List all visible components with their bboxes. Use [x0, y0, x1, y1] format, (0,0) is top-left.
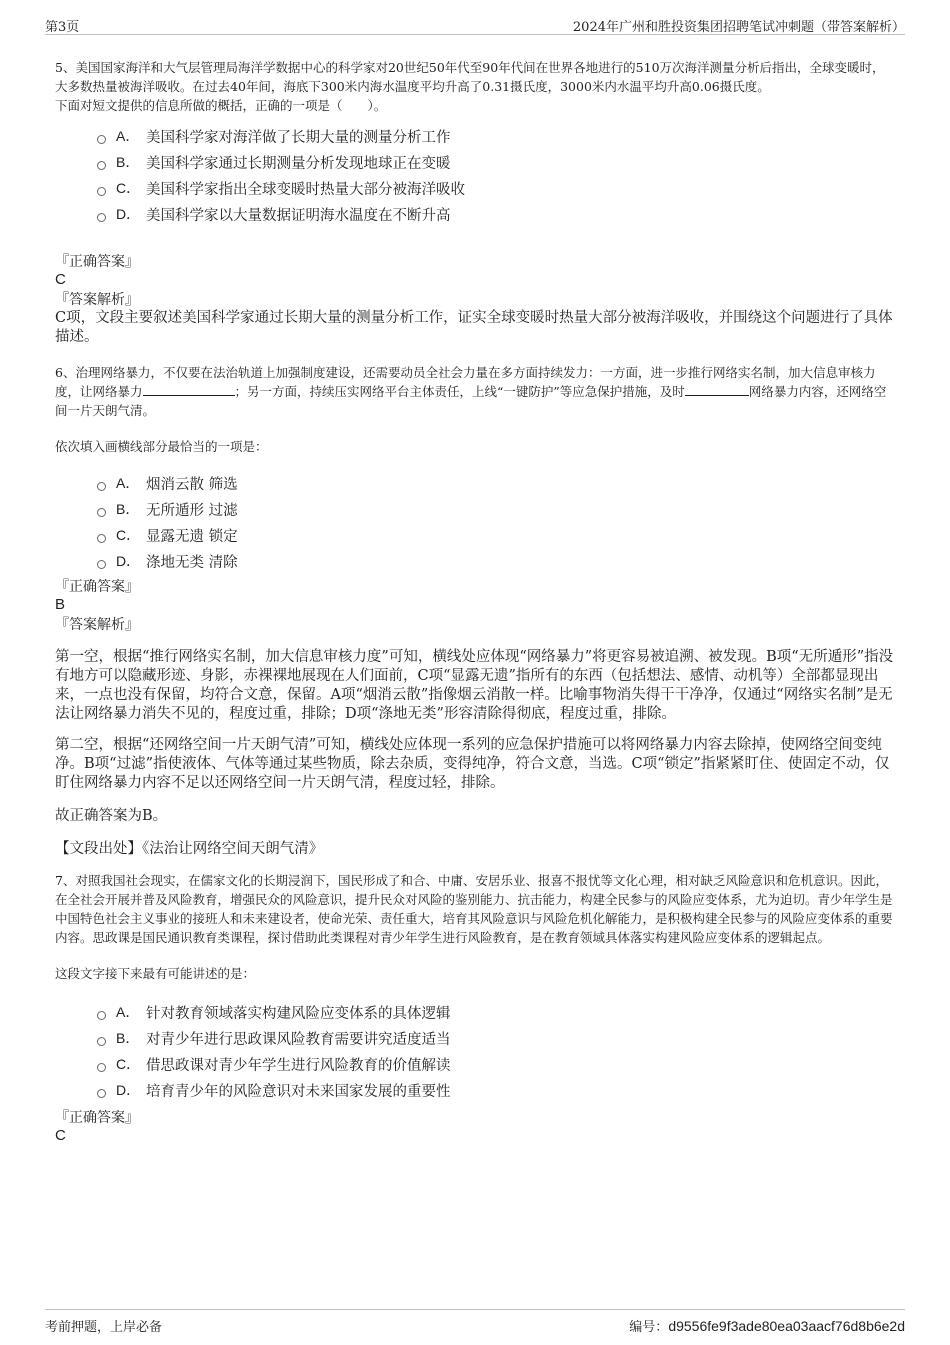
- correct-answer-label: 『正确答案』: [55, 254, 139, 270]
- radio-icon[interactable]: [97, 1089, 106, 1098]
- option-b[interactable]: B． 对青少年进行思政课风险教育需要讲究适度适当: [97, 1025, 895, 1051]
- document-title: 2024年广州和胜投资集团招聘笔试冲刺题（带答案解析）: [572, 20, 905, 35]
- page-footer: [45, 1309, 905, 1340]
- question-text: 5、美国国家海洋和大气层管理局海洋学数据中心的科学家对20世纪50年代至90年代间在世界各地进行的510万次海洋测量分析后指出，全球变暖时，大多数热量被海洋吸收。在过去40年间，海底下300米内海水温度平均升高了0.31摄氏度，3000米内水温平均升高0.06摄氏度。: [55, 60, 885, 94]
- question-7: [55, 871, 895, 1145]
- radio-icon[interactable]: [97, 1011, 106, 1020]
- option-c[interactable]: C． 显露无遗 锁定: [97, 522, 895, 548]
- question-text: 6、治理网络暴力，不仅要在法治轨道上加强制度建设，还需要动员全社会力量在多方面持续发力：一方面，进一步推行网络实名制，加大信息审核力度，让网络暴力 ；另一方面，持续压实网络平台主体责任，上线“一键防护”等应急保护措施，及时 网络暴力内容，还网络空间一片天朗气清。: [55, 365, 887, 418]
- radio-icon[interactable]: [97, 135, 106, 144]
- question-prompt: 这段文字接下来最有可能讲述的是：: [55, 966, 256, 981]
- analysis-conclusion: 故正确答案为B。: [55, 808, 168, 824]
- option-b[interactable]: B． 无所遁形 过滤: [97, 496, 895, 522]
- question-text: 7、对照我国社会现实，在儒家文化的长期浸润下，国民形成了和合、中庸、安居乐业、报喜不报忧等文化心理，相对缺乏风险意识和危机意识。因此，在全社会开展并普及风险教育，增强民众的风险意识，提升民众对风险的鉴别能力、抗击能力，构建全民参与的风险应变体系，尤为迫切。青少年学生是中国特色社会主义事业的接班人和未来建设者，使命光荣、责任重大，培育其风险意识与风险危机化解能力，是积极构建全民参与的风险应变体系的重要内容。思政课是国民通识教育类课程，探讨借助此类课程对青少年学生进行风险教育，是在教育领域具体落实构建风险应变体系的逻辑起点。: [55, 873, 893, 945]
- radio-icon[interactable]: [97, 1063, 106, 1072]
- radio-icon[interactable]: [97, 534, 106, 543]
- option-b[interactable]: B． 美国科学家通过长期测量分析发现地球正在变暖: [97, 149, 895, 175]
- option-d[interactable]: D． 涤地无类 清除: [97, 548, 895, 574]
- option-c[interactable]: C． 美国科学家指出全球变暖时热量大部分被海洋吸收: [97, 175, 895, 201]
- analysis-label: 『答案解析』: [55, 292, 139, 308]
- correct-answer-label: 『正确答案』: [55, 1110, 139, 1126]
- radio-icon[interactable]: [97, 213, 106, 222]
- page-header: [45, 14, 905, 35]
- options-list: [97, 123, 895, 227]
- question-6: [55, 363, 895, 859]
- analysis-text: C项，文段主要叙述美国科学家通过长期大量的测量分析工作，证实全球变暖时热量大部分被海洋吸收，并围绕这个问题进行了具体描述。: [55, 310, 893, 345]
- fill-blank-2[interactable]: [685, 383, 749, 396]
- document-code: 编号：d9556fe9f3ade80ea03aacf76d8b6e2d: [629, 1318, 905, 1335]
- page-number: 第3页: [45, 20, 80, 35]
- option-a[interactable]: A． 美国科学家对海洋做了长期大量的测量分析工作: [97, 123, 895, 149]
- option-d[interactable]: D． 美国科学家以大量数据证明海水温度在不断升高: [97, 201, 895, 227]
- correct-answer-label: 『正确答案』: [55, 579, 139, 595]
- question-prompt: 下面对短文提供的信息所做的概括，正确的一项是（ ）。: [55, 98, 387, 113]
- radio-icon[interactable]: [97, 508, 106, 517]
- question-prompt: 依次填入画横线部分最恰当的一项是：: [55, 439, 268, 454]
- option-c[interactable]: C． 借思政课对青少年学生进行风险教育的价值解读: [97, 1051, 895, 1077]
- correct-answer: C: [55, 1127, 66, 1144]
- radio-icon[interactable]: [97, 161, 106, 170]
- passage-source: 【文段出处】《法治让网络空间天朗气清》: [55, 841, 324, 857]
- radio-icon[interactable]: [97, 1037, 106, 1046]
- radio-icon[interactable]: [97, 560, 106, 569]
- analysis-paragraph-1: 第一空，根据“推行网络实名制，加大信息审核力度”可知，横线处应体现“网络暴力”将更容易被追溯、被发现。B项“无所遁形”指没有地方可以隐藏形迹、身影，赤裸裸地展现在人们面前，C项“显露无遗”指所有的东西（包括想法、感情、动机等）全部都显现出来，一点也没有保留，均符合文意，保留。A项“烟消云散”指像烟云消散一样。比喻事物消失得干干净净，仅通过“网络实名制”是无法让网络暴力消失不见的，程度过重，排除；D项“涤地无类”形容清除得彻底，程度过重，排除。: [55, 649, 894, 722]
- radio-icon[interactable]: [97, 187, 106, 196]
- footer-slogan: 考前押题，上岸必备: [45, 1320, 163, 1335]
- correct-answer: B: [55, 596, 66, 613]
- fill-blank-1[interactable]: [143, 383, 235, 396]
- option-d[interactable]: D． 培育青少年的风险意识对未来国家发展的重要性: [97, 1077, 895, 1103]
- page-content: [55, 58, 895, 1145]
- question-5: [55, 58, 895, 347]
- option-a[interactable]: A． 针对教育领域落实构建风险应变体系的具体逻辑: [97, 999, 895, 1025]
- correct-answer: C: [55, 271, 66, 288]
- options-list: [97, 470, 895, 574]
- option-a[interactable]: A． 烟消云散 筛选: [97, 470, 895, 496]
- analysis-label: 『答案解析』: [55, 617, 139, 633]
- options-list: [97, 999, 895, 1103]
- analysis-paragraph-2: 第二空，根据“还网络空间一片天朗气清”可知，横线处应体现一系列的应急保护措施可以将网络暴力内容去除掉，使网络空间变纯净。B项“过滤”指使液体、气体等通过某些物质，除去杂质，变得纯净，符合文意，当选。C项“锁定”指紧紧盯住、使固定不动，仅盯住网络暴力内容不足以还网络空间一片天朗气清，程度过轻，排除。: [55, 737, 890, 791]
- radio-icon[interactable]: [97, 482, 106, 491]
